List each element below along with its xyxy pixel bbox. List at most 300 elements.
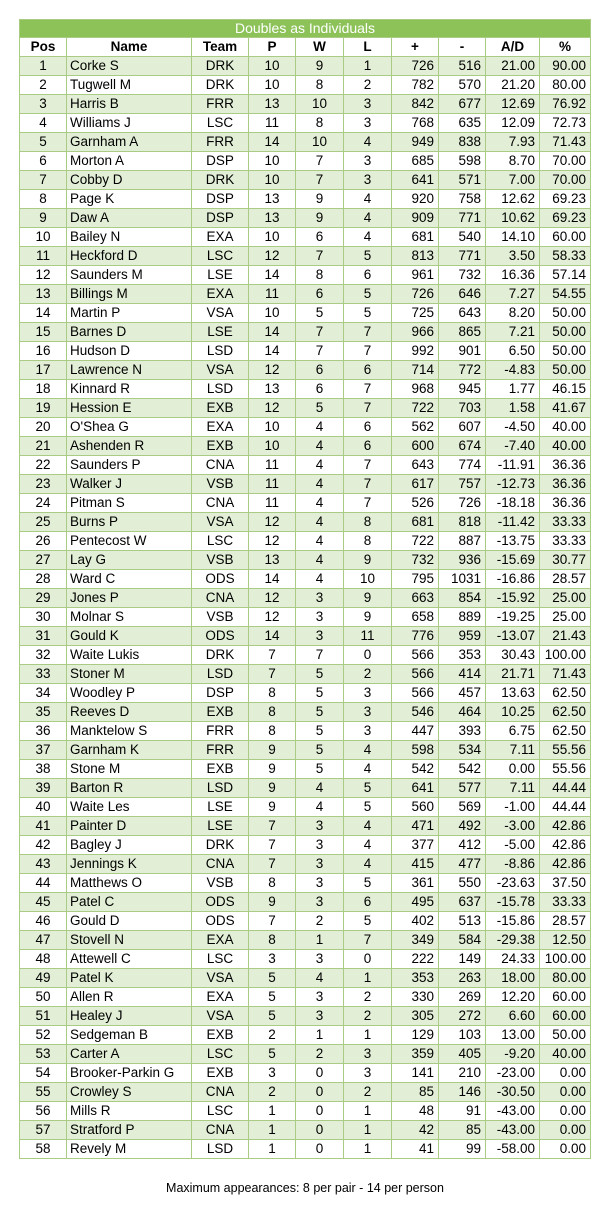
table-row	[20, 760, 591, 779]
cell-played: 2	[249, 1083, 296, 1102]
cell-played: 10	[249, 152, 296, 171]
cell-percentage: 25.00	[540, 589, 591, 608]
cell-average-difference: -11.91	[486, 456, 540, 475]
cell-average-difference: -43.00	[486, 1121, 540, 1140]
cell-points-against: 492	[439, 817, 486, 836]
cell-pos: 10	[20, 228, 67, 247]
cell-points-against: 516	[439, 57, 486, 76]
cell-percentage: 80.00	[540, 969, 591, 988]
cell-played: 13	[249, 209, 296, 228]
cell-team: ODS	[192, 570, 249, 589]
cell-team: LSC	[192, 1045, 249, 1064]
cell-played: 7	[249, 817, 296, 836]
cell-percentage: 76.92	[540, 95, 591, 114]
cell-team: ODS	[192, 893, 249, 912]
header-percentage: %	[540, 38, 591, 57]
cell-points-against: 959	[439, 627, 486, 646]
cell-lost: 10	[344, 570, 392, 589]
cell-team: FRR	[192, 722, 249, 741]
cell-lost: 8	[344, 532, 392, 551]
cell-lost: 3	[344, 114, 392, 133]
table-row	[20, 57, 591, 76]
cell-team: DRK	[192, 836, 249, 855]
cell-won: 5	[296, 722, 344, 741]
cell-lost: 5	[344, 304, 392, 323]
table-row	[20, 190, 591, 209]
table-row	[20, 532, 591, 551]
cell-average-difference: -23.63	[486, 874, 540, 893]
cell-name: Barton R	[67, 779, 192, 798]
cell-lost: 2	[344, 1083, 392, 1102]
cell-won: 7	[296, 646, 344, 665]
cell-lost: 3	[344, 703, 392, 722]
cell-pos: 37	[20, 741, 67, 760]
cell-won: 3	[296, 589, 344, 608]
cell-lost: 3	[344, 95, 392, 114]
cell-average-difference: -13.07	[486, 627, 540, 646]
cell-points-for: 685	[392, 152, 439, 171]
cell-lost: 2	[344, 988, 392, 1007]
cell-average-difference: -8.86	[486, 855, 540, 874]
cell-played: 1	[249, 1140, 296, 1159]
cell-points-for: 377	[392, 836, 439, 855]
cell-points-against: 534	[439, 741, 486, 760]
cell-points-for: 546	[392, 703, 439, 722]
cell-lost: 3	[344, 1064, 392, 1083]
cell-played: 14	[249, 323, 296, 342]
cell-team: EXA	[192, 988, 249, 1007]
cell-team: LSD	[192, 779, 249, 798]
cell-name: Patel C	[67, 893, 192, 912]
cell-pos: 52	[20, 1026, 67, 1045]
cell-points-against: 637	[439, 893, 486, 912]
cell-won: 0	[296, 1083, 344, 1102]
cell-name: Martin P	[67, 304, 192, 323]
cell-percentage: 40.00	[540, 1045, 591, 1064]
cell-won: 3	[296, 608, 344, 627]
cell-name: Stovell N	[67, 931, 192, 950]
cell-points-against: 412	[439, 836, 486, 855]
cell-pos: 19	[20, 399, 67, 418]
cell-percentage: 42.86	[540, 817, 591, 836]
cell-team: LSC	[192, 532, 249, 551]
cell-points-against: 149	[439, 950, 486, 969]
cell-lost: 7	[344, 342, 392, 361]
cell-percentage: 50.00	[540, 304, 591, 323]
cell-points-against: 598	[439, 152, 486, 171]
cell-name: Stratford P	[67, 1121, 192, 1140]
cell-pos: 26	[20, 532, 67, 551]
cell-points-for: 447	[392, 722, 439, 741]
cell-average-difference: -58.00	[486, 1140, 540, 1159]
cell-points-for: 776	[392, 627, 439, 646]
cell-pos: 44	[20, 874, 67, 893]
cell-name: Manktelow S	[67, 722, 192, 741]
table-row	[20, 1026, 591, 1045]
cell-name: Jones P	[67, 589, 192, 608]
cell-played: 3	[249, 1064, 296, 1083]
cell-played: 13	[249, 95, 296, 114]
table-row	[20, 133, 591, 152]
cell-won: 3	[296, 874, 344, 893]
cell-pos: 49	[20, 969, 67, 988]
cell-pos: 46	[20, 912, 67, 931]
cell-won: 6	[296, 228, 344, 247]
header-average-difference: A/D	[486, 38, 540, 57]
cell-pos: 12	[20, 266, 67, 285]
table-row	[20, 798, 591, 817]
cell-won: 4	[296, 418, 344, 437]
cell-average-difference: 6.75	[486, 722, 540, 741]
cell-points-against: 353	[439, 646, 486, 665]
cell-played: 14	[249, 342, 296, 361]
cell-average-difference: 12.69	[486, 95, 540, 114]
table-row	[20, 494, 591, 513]
cell-points-against: 103	[439, 1026, 486, 1045]
cell-name: Stoner M	[67, 665, 192, 684]
cell-points-against: 758	[439, 190, 486, 209]
cell-won: 7	[296, 247, 344, 266]
cell-percentage: 21.43	[540, 627, 591, 646]
cell-played: 8	[249, 722, 296, 741]
cell-points-for: 725	[392, 304, 439, 323]
cell-average-difference: -29.38	[486, 931, 540, 950]
cell-played: 11	[249, 475, 296, 494]
cell-team: VSB	[192, 475, 249, 494]
cell-pos: 36	[20, 722, 67, 741]
cell-name: Walker J	[67, 475, 192, 494]
table-row	[20, 304, 591, 323]
cell-average-difference: 16.36	[486, 266, 540, 285]
cell-won: 9	[296, 190, 344, 209]
cell-pos: 48	[20, 950, 67, 969]
table-row	[20, 285, 591, 304]
cell-name: Molnar S	[67, 608, 192, 627]
cell-lost: 7	[344, 475, 392, 494]
cell-points-against: 772	[439, 361, 486, 380]
cell-won: 4	[296, 475, 344, 494]
cell-points-against: 540	[439, 228, 486, 247]
cell-points-against: 584	[439, 931, 486, 950]
cell-pos: 35	[20, 703, 67, 722]
header-points-against: -	[439, 38, 486, 57]
table-row	[20, 323, 591, 342]
cell-pos: 39	[20, 779, 67, 798]
cell-points-against: 542	[439, 760, 486, 779]
cell-played: 3	[249, 950, 296, 969]
cell-percentage: 70.00	[540, 152, 591, 171]
cell-pos: 9	[20, 209, 67, 228]
cell-played: 12	[249, 361, 296, 380]
cell-played: 10	[249, 57, 296, 76]
cell-name: O'Shea G	[67, 418, 192, 437]
cell-average-difference: 21.00	[486, 57, 540, 76]
cell-lost: 4	[344, 855, 392, 874]
cell-team: EXB	[192, 437, 249, 456]
cell-percentage: 36.36	[540, 475, 591, 494]
cell-played: 7	[249, 855, 296, 874]
cell-points-for: 722	[392, 399, 439, 418]
cell-percentage: 50.00	[540, 361, 591, 380]
cell-won: 4	[296, 494, 344, 513]
cell-average-difference: 6.60	[486, 1007, 540, 1026]
cell-percentage: 60.00	[540, 228, 591, 247]
cell-won: 7	[296, 152, 344, 171]
cell-points-against: 643	[439, 304, 486, 323]
cell-average-difference: 7.27	[486, 285, 540, 304]
cell-won: 7	[296, 323, 344, 342]
cell-team: DRK	[192, 646, 249, 665]
cell-points-against: 757	[439, 475, 486, 494]
cell-played: 14	[249, 266, 296, 285]
cell-won: 0	[296, 1140, 344, 1159]
cell-lost: 1	[344, 57, 392, 76]
cell-name: Reeves D	[67, 703, 192, 722]
cell-points-against: 1031	[439, 570, 486, 589]
cell-won: 0	[296, 1064, 344, 1083]
cell-name: Barnes D	[67, 323, 192, 342]
cell-won: 0	[296, 1121, 344, 1140]
cell-lost: 9	[344, 551, 392, 570]
cell-won: 5	[296, 703, 344, 722]
cell-pos: 13	[20, 285, 67, 304]
cell-played: 12	[249, 399, 296, 418]
cell-won: 9	[296, 209, 344, 228]
cell-lost: 5	[344, 798, 392, 817]
cell-played: 8	[249, 703, 296, 722]
cell-points-against: 405	[439, 1045, 486, 1064]
cell-pos: 21	[20, 437, 67, 456]
cell-points-against: 393	[439, 722, 486, 741]
cell-percentage: 50.00	[540, 323, 591, 342]
cell-lost: 8	[344, 513, 392, 532]
cell-percentage: 69.23	[540, 190, 591, 209]
cell-points-against: 838	[439, 133, 486, 152]
cell-won: 5	[296, 665, 344, 684]
cell-average-difference: -11.42	[486, 513, 540, 532]
cell-played: 2	[249, 1026, 296, 1045]
cell-points-for: 361	[392, 874, 439, 893]
cell-team: DSP	[192, 684, 249, 703]
cell-name: Woodley P	[67, 684, 192, 703]
cell-points-against: 936	[439, 551, 486, 570]
table-row	[20, 1121, 591, 1140]
cell-name: Waite Lukis	[67, 646, 192, 665]
cell-team: CNA	[192, 494, 249, 513]
cell-lost: 3	[344, 684, 392, 703]
cell-pos: 8	[20, 190, 67, 209]
cell-pos: 32	[20, 646, 67, 665]
cell-played: 9	[249, 798, 296, 817]
table-row	[20, 114, 591, 133]
cell-lost: 4	[344, 817, 392, 836]
cell-name: Corke S	[67, 57, 192, 76]
cell-pos: 45	[20, 893, 67, 912]
cell-played: 12	[249, 608, 296, 627]
cell-points-for: 600	[392, 437, 439, 456]
cell-points-against: 569	[439, 798, 486, 817]
cell-points-against: 887	[439, 532, 486, 551]
cell-pos: 42	[20, 836, 67, 855]
cell-played: 8	[249, 874, 296, 893]
cell-percentage: 90.00	[540, 57, 591, 76]
cell-percentage: 46.15	[540, 380, 591, 399]
cell-percentage: 33.33	[540, 893, 591, 912]
cell-team: VSA	[192, 361, 249, 380]
cell-percentage: 0.00	[540, 1121, 591, 1140]
cell-won: 1	[296, 931, 344, 950]
cell-name: Billings M	[67, 285, 192, 304]
cell-pos: 16	[20, 342, 67, 361]
cell-points-for: 526	[392, 494, 439, 513]
cell-points-against: 571	[439, 171, 486, 190]
table-row	[20, 399, 591, 418]
cell-name: Waite Les	[67, 798, 192, 817]
cell-team: DRK	[192, 171, 249, 190]
cell-won: 4	[296, 798, 344, 817]
cell-lost: 4	[344, 836, 392, 855]
cell-points-against: 272	[439, 1007, 486, 1026]
cell-points-against: 818	[439, 513, 486, 532]
table-row	[20, 76, 591, 95]
cell-lost: 2	[344, 1007, 392, 1026]
table-row	[20, 456, 591, 475]
cell-name: Garnham K	[67, 741, 192, 760]
cell-points-for: 415	[392, 855, 439, 874]
cell-average-difference: -1.00	[486, 798, 540, 817]
cell-average-difference: -4.83	[486, 361, 540, 380]
cell-average-difference: -12.73	[486, 475, 540, 494]
cell-lost: 5	[344, 912, 392, 931]
cell-lost: 9	[344, 589, 392, 608]
cell-points-against: 646	[439, 285, 486, 304]
cell-lost: 5	[344, 779, 392, 798]
cell-team: VSB	[192, 608, 249, 627]
cell-points-for: 768	[392, 114, 439, 133]
cell-points-for: 961	[392, 266, 439, 285]
table-row	[20, 1064, 591, 1083]
cell-team: FRR	[192, 741, 249, 760]
table-row	[20, 779, 591, 798]
cell-points-for: 714	[392, 361, 439, 380]
standings-table-container	[19, 19, 590, 1159]
cell-pos: 23	[20, 475, 67, 494]
cell-lost: 6	[344, 893, 392, 912]
cell-percentage: 55.56	[540, 741, 591, 760]
cell-points-for: 726	[392, 285, 439, 304]
cell-pos: 30	[20, 608, 67, 627]
table-row	[20, 589, 591, 608]
cell-average-difference: 7.21	[486, 323, 540, 342]
cell-played: 10	[249, 304, 296, 323]
cell-lost: 7	[344, 399, 392, 418]
cell-points-for: 992	[392, 342, 439, 361]
cell-average-difference: 24.33	[486, 950, 540, 969]
cell-average-difference: -18.18	[486, 494, 540, 513]
table-row	[20, 513, 591, 532]
cell-played: 12	[249, 589, 296, 608]
cell-team: LSD	[192, 342, 249, 361]
cell-points-for: 598	[392, 741, 439, 760]
cell-pos: 28	[20, 570, 67, 589]
cell-played: 10	[249, 76, 296, 95]
cell-won: 6	[296, 285, 344, 304]
cell-pos: 4	[20, 114, 67, 133]
table-row	[20, 1083, 591, 1102]
table-row	[20, 361, 591, 380]
cell-pos: 18	[20, 380, 67, 399]
cell-played: 14	[249, 570, 296, 589]
cell-points-for: 658	[392, 608, 439, 627]
cell-lost: 3	[344, 171, 392, 190]
cell-played: 1	[249, 1121, 296, 1140]
cell-points-against: 726	[439, 494, 486, 513]
cell-percentage: 62.50	[540, 684, 591, 703]
cell-percentage: 40.00	[540, 437, 591, 456]
cell-average-difference: -5.00	[486, 836, 540, 855]
cell-percentage: 62.50	[540, 703, 591, 722]
cell-name: Burns P	[67, 513, 192, 532]
cell-lost: 4	[344, 209, 392, 228]
cell-lost: 9	[344, 608, 392, 627]
cell-name: Sedgeman B	[67, 1026, 192, 1045]
cell-average-difference: 3.50	[486, 247, 540, 266]
cell-percentage: 28.57	[540, 912, 591, 931]
cell-average-difference: -13.75	[486, 532, 540, 551]
cell-team: DSP	[192, 190, 249, 209]
cell-points-against: 550	[439, 874, 486, 893]
cell-name: Williams J	[67, 114, 192, 133]
cell-percentage: 41.67	[540, 399, 591, 418]
cell-team: VSA	[192, 1007, 249, 1026]
cell-percentage: 60.00	[540, 1007, 591, 1026]
cell-won: 4	[296, 513, 344, 532]
cell-percentage: 37.50	[540, 874, 591, 893]
cell-team: ODS	[192, 912, 249, 931]
cell-points-against: 703	[439, 399, 486, 418]
table-row	[20, 95, 591, 114]
cell-points-against: 263	[439, 969, 486, 988]
cell-won: 10	[296, 133, 344, 152]
cell-played: 11	[249, 114, 296, 133]
cell-pos: 31	[20, 627, 67, 646]
cell-pos: 51	[20, 1007, 67, 1026]
cell-points-against: 477	[439, 855, 486, 874]
cell-pos: 24	[20, 494, 67, 513]
cell-pos: 15	[20, 323, 67, 342]
cell-points-for: 353	[392, 969, 439, 988]
cell-average-difference: -15.69	[486, 551, 540, 570]
cell-pos: 29	[20, 589, 67, 608]
cell-team: EXB	[192, 703, 249, 722]
cell-lost: 7	[344, 494, 392, 513]
table-row	[20, 741, 591, 760]
cell-name: Hudson D	[67, 342, 192, 361]
cell-played: 9	[249, 779, 296, 798]
cell-average-difference: 21.71	[486, 665, 540, 684]
cell-name: Healey J	[67, 1007, 192, 1026]
cell-average-difference: 0.00	[486, 760, 540, 779]
cell-played: 5	[249, 1007, 296, 1026]
cell-average-difference: -43.00	[486, 1102, 540, 1121]
cell-points-against: 945	[439, 380, 486, 399]
cell-percentage: 44.44	[540, 779, 591, 798]
cell-points-for: 562	[392, 418, 439, 437]
cell-average-difference: -23.00	[486, 1064, 540, 1083]
table-row	[20, 266, 591, 285]
cell-points-for: 330	[392, 988, 439, 1007]
cell-lost: 7	[344, 456, 392, 475]
